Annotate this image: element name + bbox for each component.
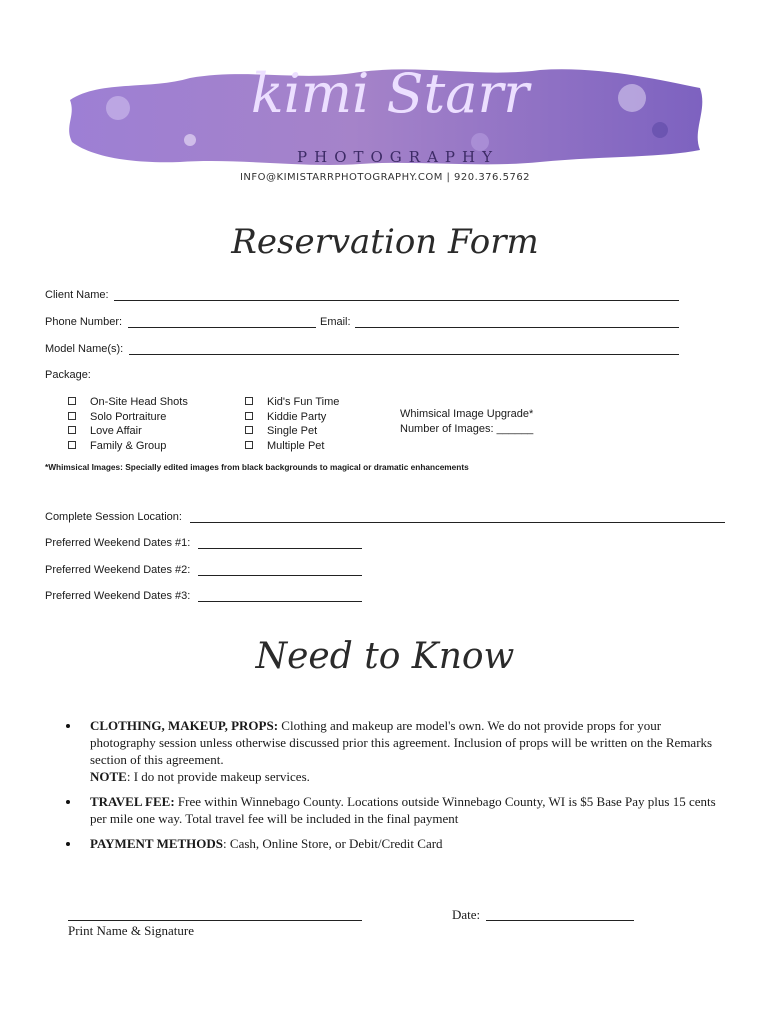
email-label: Email: — [320, 316, 351, 328]
signature-field[interactable] — [68, 920, 362, 921]
list-item — [66, 793, 728, 827]
package-label: Package: — [45, 369, 91, 381]
logo-subtitle: PHOTOGRAPHY — [297, 148, 499, 166]
reservation-form-title: Reservation Form — [231, 222, 539, 262]
list-item — [66, 835, 728, 852]
package-option[interactable]: Kid's Fun Time — [245, 395, 339, 410]
package-option[interactable]: On-Site Head Shots — [68, 395, 188, 410]
model-names-label: Model Name(s): — [45, 343, 124, 355]
package-option[interactable]: Solo Portraiture — [68, 410, 188, 425]
location-label: Complete Session Location: — [45, 511, 182, 523]
checkbox-icon[interactable] — [245, 441, 253, 449]
checkbox-icon[interactable] — [68, 441, 76, 449]
travel-fee-title: TRAVEL FEE: — [90, 794, 175, 809]
client-name-label: Client Name: — [45, 289, 109, 301]
payment-methods-title: PAYMENT METHODS — [90, 836, 224, 851]
checkbox-icon[interactable] — [68, 397, 76, 405]
package-option[interactable]: Love Affair — [68, 424, 188, 439]
package-column-2 — [245, 395, 339, 453]
note-label: NOTE — [90, 769, 127, 784]
date1-label: Preferred Weekend Dates #1: — [45, 537, 191, 549]
date1-field[interactable] — [198, 548, 362, 549]
date-label: Date: — [452, 907, 481, 922]
note-body: : I do not provide makeup services. — [126, 769, 310, 784]
location-field[interactable] — [190, 522, 725, 523]
checkbox-icon[interactable] — [245, 412, 253, 420]
date3-label: Preferred Weekend Dates #3: — [45, 590, 191, 602]
package-option[interactable]: Kiddie Party — [245, 410, 339, 425]
logo — [60, 60, 710, 172]
checkbox-icon[interactable] — [68, 426, 76, 434]
print-name-signature-label: Print Name & Signature — [68, 923, 195, 938]
need-to-know-list — [66, 717, 728, 860]
bullet-icon — [66, 842, 70, 846]
date3-field[interactable] — [198, 601, 362, 602]
phone-label: Phone Number: — [45, 316, 123, 328]
checkbox-icon[interactable] — [68, 412, 76, 420]
need-to-know-title: Need to Know — [255, 636, 515, 677]
clothing-body: Clothing and makeup are model's own. We do not provide props for your photography session unless otherwise discussed prior this agreement. Inclusion of props will be written on the Remarks section of this agreement. — [90, 718, 713, 767]
travel-fee-body: Free within Winnebago County. Locations outside Winnebago County, WI is $5 Base Pay plus 15 cents per mile one way. Total travel fee will be included in the final payment — [90, 794, 716, 826]
package-option[interactable]: Multiple Pet — [245, 439, 339, 454]
whimsical-upgrade-label: Whimsical Image Upgrade* — [400, 408, 534, 420]
logo-script-text: kimi Starr — [250, 62, 530, 125]
checkbox-icon[interactable] — [245, 426, 253, 434]
checkbox-icon[interactable] — [245, 397, 253, 405]
bullet-icon — [66, 800, 70, 804]
number-of-images-field[interactable]: Number of Images: ______ — [400, 423, 534, 435]
bullet-icon — [66, 724, 70, 728]
clothing-title: CLOTHING, MAKEUP, PROPS: — [90, 718, 279, 733]
email-field[interactable] — [355, 327, 679, 328]
phone-field[interactable] — [128, 327, 316, 328]
list-item — [66, 717, 728, 785]
payment-methods-body: : Cash, Online Store, or Debit/Credit Card — [223, 836, 443, 851]
date2-field[interactable] — [198, 575, 362, 576]
package-option[interactable]: Single Pet — [245, 424, 339, 439]
package-option[interactable]: Family & Group — [68, 439, 188, 454]
contact-line: INFO@KIMISTARRPHOTOGRAPHY.COM | 920.376.5762 — [239, 172, 531, 183]
package-column-1 — [68, 395, 188, 453]
model-names-field[interactable] — [129, 354, 679, 355]
client-name-field[interactable] — [114, 300, 679, 301]
date-field[interactable] — [486, 920, 634, 921]
date2-label: Preferred Weekend Dates #2: — [45, 564, 191, 576]
whimsical-footnote: *Whimsical Images: Specially edited images from black backgrounds to magical or dramatic enhancements — [45, 462, 469, 472]
